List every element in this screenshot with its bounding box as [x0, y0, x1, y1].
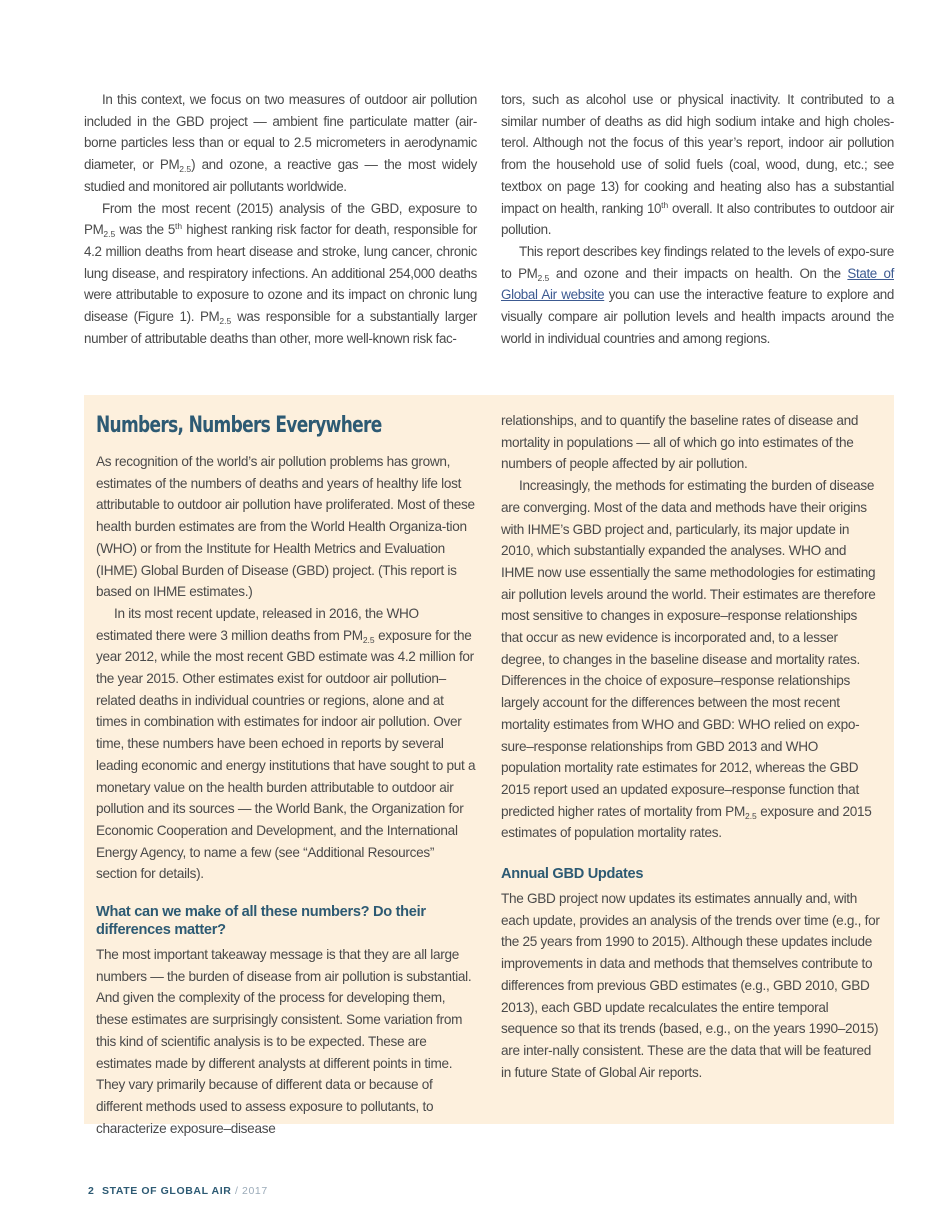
section-heading: What can we make of all these numbers? Do their differences matter?	[96, 904, 426, 939]
box-title: Numbers, Numbers Everywhere	[96, 413, 382, 438]
paragraph: From the most recent (2015) analysis of the GBD, exposure to $PM_{2.5}$ was the 5th highest ranking risk factor for death, responsible for 4.2 million deaths from heart disease and stroke, lung cancer, chronic lung disease, and respiratory infections. An additional 254,000 deaths were attributable to exposure to ozone and its impact on chronic lung disease (Figure 1). $PM_{2.5}$ was responsible for a substantially larger number of attributable deaths than other, more well-known risk fac-	[84, 200, 477, 346]
box-left-column	[96, 411, 476, 1139]
paragraph: This report describes key findings related to the levels of expo-sure to $PM_{2.5}$ and ozone and their impacts on health. On the State of Global Air website you can use the interactive feature to explore and visually compare air pollution levels and health impacts around the world in individual countries and among regions.	[501, 243, 894, 346]
paragraph: Increasingly, the methods for estimating the burden of disease are converging. Most of the data and methods have their origins with IHME’s GBD project and, particularly, its major update in 2010, which substantially expanded the analyses. WHO and IHME now use essentially the same methodologies for estimating air pollution levels around the world. Their estimates are therefore most sensitive to changes in exposure–response relationships that occur as new evidence is incorporated and, to a lesser degree, to changes in the baseline disease and mortality rates. Differences in the choice of exposure–response relationships largely account for the differences between the most recent mortality estimates from WHO and GBD: WHO relied on expo-sure–response relationships from GBD 2013 and WHO population mortality rate estimates for 2012, whereas the GBD 2015 report used an updated exposure–response function that predicted higher rates of mortality from $PM_{2.5}$ exposure and 2015 estimates of population mortality rates.	[501, 478, 876, 841]
numbers-sidebar-box	[84, 395, 894, 1136]
publication-year: 2017	[242, 1185, 268, 1197]
publication-title: STATE OF GLOBAL AIR	[101, 1185, 232, 1197]
paragraph: As recognition of the world’s air pollution problems has grown, estimates of the numbers of deaths and years of healthy life lost attributable to outdoor air pollution have proliferated. Most of these health burden estimates are from the World Health Organiza-tion (WHO) or from the Institute for Health Metrics and Evaluation (IHME) Global Burden of Disease (GBD) project. (This report is based on IHME estimates.)	[96, 454, 475, 600]
top-left-column	[84, 89, 477, 349]
paragraph: In this context, we focus on two measures of outdoor air pollution included in the GBD project — ambient fine particulate matter (air-borne particles less than or equal to 2.5 micrometers in aerodynamic diameter, or $PM_{2.5}$) and ozone, a reactive gas — the most widely studied and monitored air pollutants worldwide.	[84, 92, 477, 194]
section-heading: Annual GBD Updates	[501, 866, 644, 883]
paragraph: relationships, and to quantify the baseline rates of disease and mortality in populations — all of which go into estimates of the numbers of people affected by air pollution.	[501, 413, 859, 472]
page-footer	[88, 1185, 268, 1197]
footer-separator: /	[234, 1185, 239, 1197]
paragraph: tors, such as alcohol use or physical inactivity. It contributed to a similar number of deaths as did high sodium intake and high choles-terol. Although not the focus of this year’s report, indoor air pollution from the household use of solid fuels (coal, wood, dung, etc.; see textbox on page 13) for cooking and heating also has a substantial impact on health, ranking 10th overall. It also contributes to outdoor air pollution.	[501, 92, 894, 238]
paragraph: In its most recent update, released in 2016, the WHO estimated there were 3 million deaths from $PM_{2.5}$ exposure for the year 2012, while the most recent GBD estimate was 4.2 million for the year 2015. Other estimates exist for outdoor air pollution–related deaths in individual countries or regions, alone and at times in combination with estimates for indoor air pollution. Over time, these numbers have been echoed in reports by several leading economic and energy institutions that have sought to put a monetary value on the health burden attributable to outdoor air pollution and its sources — the World Bank, the Organization for Economic Cooperation and Development, and the International Energy Agency, to name a few (see “Additional Resources” section for details).	[96, 605, 476, 882]
paragraph: The most important takeaway message is that they are all large numbers — the burden of disease from air pollution is substantial. And given the complexity of the process for developing them, these estimates are surprisingly consistent. Some variation from this kind of scientific analysis is to be expected. These are estimates made by different analysts at different points in time. They vary primarily because of different data or because of different methods used to assess exposure to pollutants, to characterize exposure–disease	[96, 947, 472, 1136]
top-right-column	[501, 89, 894, 349]
page-number: 2	[88, 1185, 95, 1197]
state-of-global-air-website-link[interactable]: State of Global Air website	[501, 265, 894, 303]
paragraph: The GBD project now updates its estimates annually and, with each update, provides an analysis of the trends over time (e.g., for the 25 years from 1990 to 2015). Although these updates include improvements in data and methods that themselves contribute to differences from previous GBD estimates (e.g., GBD 2010, GBD 2013), each GBD update recalculates the entire temporal sequence so that its trends (based, e.g., on the years 1990–2015) are inter-nally consistent. These are the data that will be featured in future State of Global Air reports.	[501, 891, 880, 1080]
box-right-column	[501, 410, 881, 1083]
